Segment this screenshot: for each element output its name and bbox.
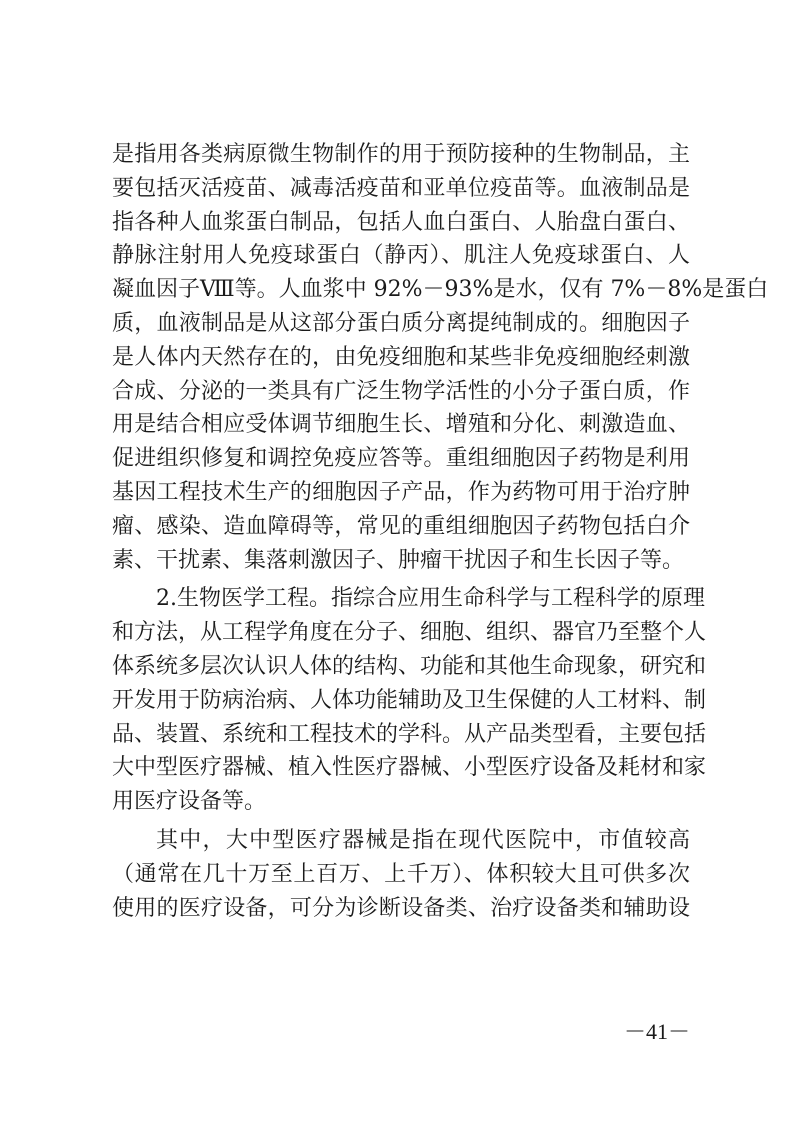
text-line: （通常在几十万至上百万、上千万）、体积较大且可供多次 (112, 861, 690, 887)
paragraph-3 (112, 824, 690, 925)
page-number: －41－ (623, 1019, 690, 1044)
text-line: 瘤、感染、造血障碍等，常见的重组细胞因子药物包括白介 (112, 513, 690, 539)
text-line: 是指用各类病原微生物制作的用于预防接种的生物制品，主 (112, 142, 690, 167)
text-line: 合成、分泌的一类具有广泛生物学活性的小分子蛋白质，作 (112, 378, 690, 404)
paragraph-2 (112, 582, 707, 819)
text-line: 指各种人血浆蛋白制品，包括人血白蛋白、人胎盘白蛋白、 (112, 209, 690, 235)
paragraph-1 (112, 138, 769, 577)
text-line: 大中型医疗器械、植入性医疗器械、小型医疗设备及耗材和家 (112, 755, 707, 781)
text-line: 质，血液制品是从这部分蛋白质分离提纯制成的。细胞因子 (112, 310, 690, 336)
text-line: 凝血因子Ⅷ等。人血浆中 92%－93%是水，仅有 7%－8%是蛋白 (112, 277, 769, 303)
text-line: 2.生物医学工程。指综合应用生命科学与工程科学的原理 (156, 586, 705, 612)
text-line: 促进组织修复和调控免疫应答等。重组细胞因子药物是利用 (112, 446, 690, 472)
text-line: 品、装置、系统和工程技术的学科。从产品类型看，主要包括 (112, 721, 707, 747)
text-line: 用是结合相应受体调节细胞生长、增殖和分化、刺激造血、 (112, 412, 690, 438)
body-text (112, 138, 769, 925)
text-line: 静脉注射用人免疫球蛋白（静丙）、肌注人免疫球蛋白、人 (112, 243, 690, 269)
text-line: 使用的医疗设备，可分为诊断设备类、治疗设备类和辅助设 (112, 895, 690, 921)
text-line: 和方法，从工程学角度在分子、细胞、组织、器官乃至整个人 (112, 620, 707, 646)
text-line: 素、干扰素、集落刺激因子、肿瘤干扰因子和生长因子等。 (112, 547, 685, 573)
text-line: 开发用于防病治病、人体功能辅助及卫生保健的人工材料、制 (112, 687, 707, 713)
text-line: 用医疗设备等。 (112, 789, 267, 815)
text-line: 是人体内天然存在的，由免疫细胞和某些非免疫细胞经刺激 (112, 344, 690, 370)
text-line: 体系统多层次认识人体的结构、功能和其他生命现象，研究和 (112, 653, 707, 679)
text-line: 基因工程技术生产的细胞因子产品，作为药物可用于治疗肿 (112, 479, 690, 505)
text-line: 要包括灭活疫苗、减毒活疫苗和亚单位疫苗等。血液制品是 (112, 175, 690, 201)
text-line: 其中，大中型医疗器械是指在现代医院中，市值较高 (156, 827, 690, 853)
